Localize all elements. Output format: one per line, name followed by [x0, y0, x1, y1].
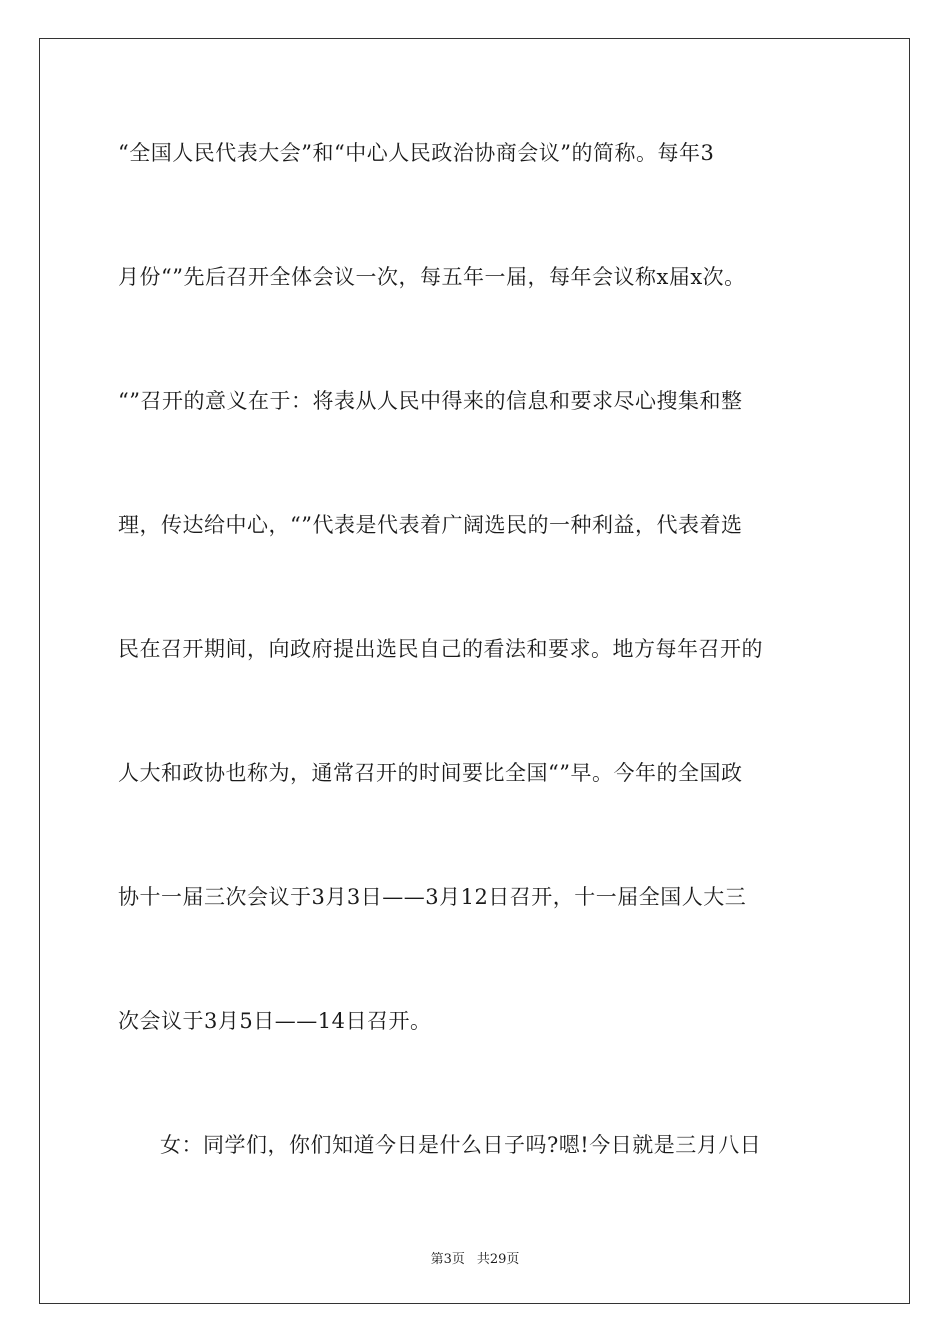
text-line-8: 次会议于3月5日——14日召开。 [118, 1009, 432, 1033]
page-total: 共29页 [476, 1252, 520, 1267]
text-line-1: “全国人民代表大会”和“中心人民政治协商会议”的简称。每年3 [118, 141, 715, 165]
text-line-4: 理，传达给中心，“”代表是代表着广阔选民的一种利益，代表着选 [118, 513, 743, 537]
page-border [39, 38, 910, 1304]
text-line-5: 民在召开期间，向政府提出选民自己的看法和要求。地方每年召开的 [118, 637, 763, 661]
page-footer [0, 1248, 950, 1267]
text-line-3: “”召开的意义在于：将表从人民中得来的信息和要求尽心搜集和整 [118, 389, 743, 413]
page-number: 第3页 [430, 1252, 465, 1267]
text-line-7: 协十一届三次会议于3月3日——3月12日召开，十一届全国人大三 [118, 885, 747, 909]
text-line-2: 月份“”先后召开全体会议一次，每五年一届，每年会议称x届x次。 [118, 265, 746, 289]
text-line-9: 女：同学们，你们知道今日是什么日子吗?嗯!今日就是三月八日 [160, 1133, 762, 1157]
text-line-6: 人大和政协也称为，通常召开的时间要比全国“”早。今年的全国政 [118, 761, 743, 785]
